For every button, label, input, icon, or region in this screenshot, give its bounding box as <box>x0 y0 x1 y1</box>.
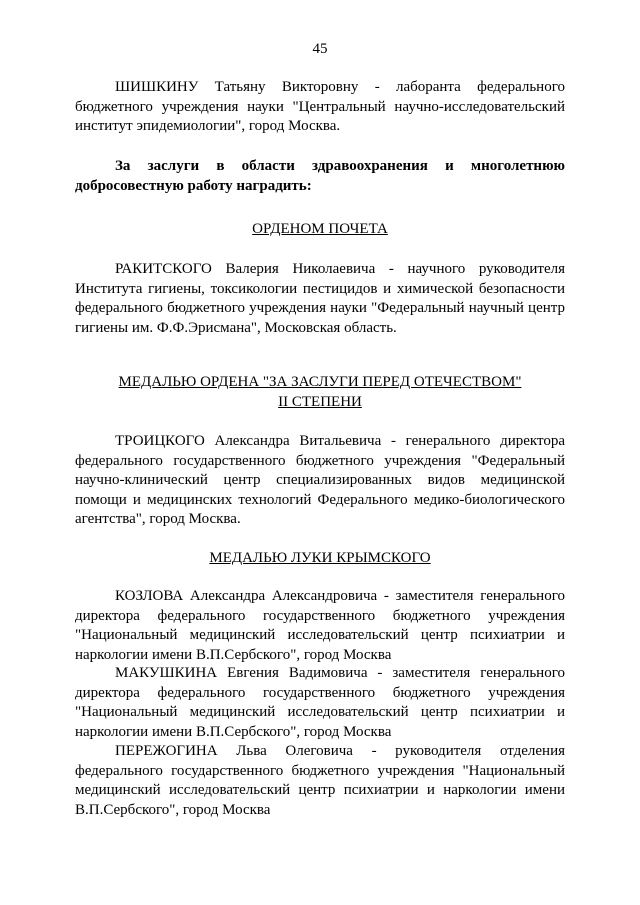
heading-order-honor <box>75 220 565 240</box>
merit-intro-text: За заслуги в области здравоохранения и многолетнюю добросовестную работу наградить: <box>75 158 565 194</box>
award-entry-text: ШИШКИНУ Татьяну Викторовну - лаборанта федерального бюджетного учреждения науки "Центральный научно-исследовательский институт эпидемиологии", город Москва. <box>75 79 565 135</box>
award-entry-perezhogin <box>75 742 565 820</box>
heading-medal-luka <box>75 549 565 569</box>
award-entry-kozlov <box>75 587 565 665</box>
award-entry-text: МАКУШКИНА Евгения Вадимовича - заместителя генерального директора федерального государственного бюджетного учреждения "Национальный медицинский исследовательский центр психиатрии и наркологии имени В.П.Сербского", город Москва <box>75 665 565 740</box>
merit-intro <box>75 157 565 196</box>
heading-text: МЕДАЛЬЮ ЛУКИ КРЫМСКОГО <box>209 550 431 566</box>
award-entry-text: ПЕРЕЖОГИНА Льва Олеговича - руководителя отделения федерального государственного бюджетного учреждения "Национальный медицинский исследовательский центр психиатрии и наркологии имени В.П.Сербского", город Москва <box>75 743 565 818</box>
award-entry-text: РАКИТСКОГО Валерия Николаевича - научного руководителя Института гигиены, токсикологии пестицидов и химической безопасности федерального бюджетного учреждения науки "Федеральный научный центр гигиены им. Ф.Ф.Эрисмана", Московская область. <box>75 261 565 336</box>
heading-line-2: II СТЕПЕНИ <box>278 393 362 410</box>
heading-text: ОРДЕНОМ ПОЧЕТА <box>252 221 388 237</box>
award-entry-shishkina <box>75 78 565 137</box>
award-entry-rakitsky <box>75 260 565 338</box>
award-entry-text: ТРОИЦКОГО Александра Витальевича - генерального директора федерального государственного бюджетного учреждения "Федеральный научно-клинический центр специализированных видов медицинской помощи и медицинских технологий Федерального медико-биологического агентства", город Москва. <box>75 433 565 528</box>
award-entry-text: КОЗЛОВА Александра Александровича - заместителя генерального директора федерального государственного бюджетного учреждения "Национальный медицинский исследовательский центр психиатрии и наркологии имени В.П.Сербского", город Москва <box>75 588 565 663</box>
award-entry-troitsky <box>75 432 565 530</box>
heading-line-1: МЕДАЛЬЮ ОРДЕНА "ЗА ЗАСЛУГИ ПЕРЕД ОТЕЧЕСТВОМ" <box>118 374 522 390</box>
award-entry-makushkin <box>75 664 565 742</box>
heading-medal-fatherland <box>75 373 565 412</box>
page-number: 45 <box>312 41 328 57</box>
